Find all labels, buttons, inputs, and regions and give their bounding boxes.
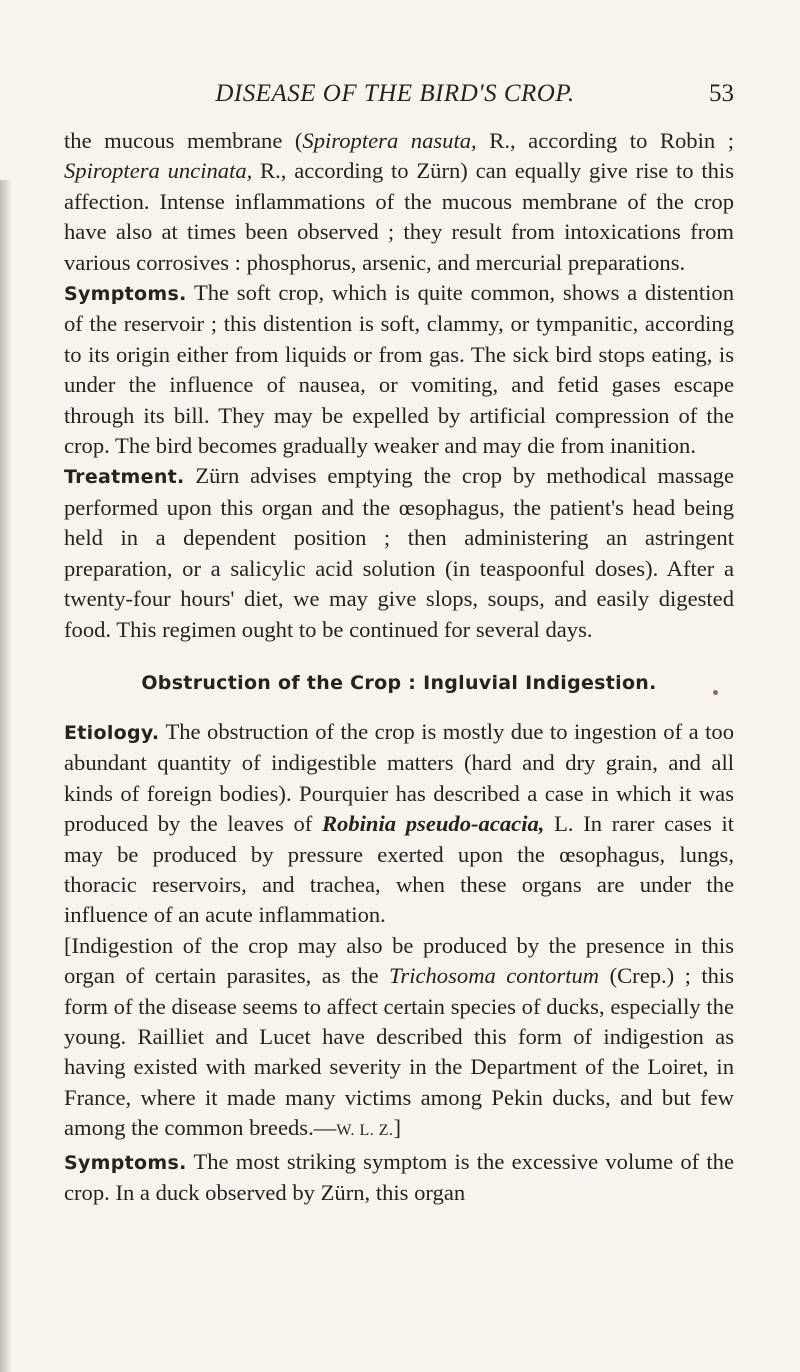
text-run: the mucous membrane ( <box>64 128 303 153</box>
paragraph-lead: Treatment. <box>64 466 185 489</box>
species-name: Spiroptera nasuta, <box>302 128 477 153</box>
editor-signature: W. L. Z. <box>336 1122 394 1140</box>
page-number: 53 <box>709 80 734 107</box>
paragraph-symptoms <box>64 278 734 461</box>
paragraph-lead: Symptoms. <box>64 283 187 306</box>
species-name: Trichosoma contortum <box>389 963 600 989</box>
paragraph-treatment <box>64 461 734 644</box>
running-title: DISEASE OF THE BIRD'S CROP. <box>215 80 575 107</box>
page-edge-shadow <box>0 180 12 1372</box>
text-run: R., according to Robin ; <box>476 128 734 153</box>
paragraph-symptoms-2 <box>64 1147 734 1209</box>
text-run: The soft crop, which is quite common, shows a distention of the reservoir ; this distention is soft, clammy, or tympanitic, according to its origin either from liquids or from gas. The sick bird stops eating, is under the influence of nausea, or vomiting, and fetid gases escape through its bill. They may be expelled by artificial compression of the crop. The bird becomes gradually weaker and may die from inanition. <box>64 280 734 459</box>
text-run: Zürn advises emptying the crop by methodical massage performed upon this organ and the œsophagus, the patient's head being held in a dependent position ; then administering an astringent preparation, or a salicylic acid solution (in teaspoonful doses). After a twenty-four hours' diet, we may give slops, soups, and easily digested food. This regimen ought to be continued for several days. <box>64 463 734 642</box>
species-name: Spiroptera uncinata, <box>64 158 253 184</box>
text-run: ] <box>393 1115 402 1141</box>
section-heading: Obstruction of the Crop : Ingluvial Indigestion. <box>141 671 657 694</box>
species-name: Robinia pseudo-acacia, <box>321 811 545 837</box>
text-run: L. In rarer cases it may be produced by pressure exerted upon the œsophagus, lungs, thoracic reservoirs, and trachea, when these organs are under the influence of an acute inflammation. <box>64 811 735 928</box>
paragraph-bracketed-note <box>64 931 734 1147</box>
text-run: R., according to Zürn) can equally give rise to this affection. Intense inflammations of the mucous membrane of the crop have also at times been observed ; they result from intoxications from various corrosives : phosphorus, arsenic, and mercurial preparations. <box>64 158 734 275</box>
text-run: [Indigestion of the crop may also be produced by the presence in this organ of certain parasites, as the <box>64 932 734 989</box>
paragraph-etiology <box>64 717 734 931</box>
text-run: The obstruction of the crop is mostly due to ingestion of a too abundant quantity of indigestible matters (hard and dry grain, and all kinds of foreign bodies). Pourquier has described a case in which it was produced by the leaves of <box>64 718 734 837</box>
paragraph-lead: Etiology. <box>64 721 160 744</box>
paragraph-continuation <box>64 126 734 278</box>
ink-speck <box>713 690 718 695</box>
text-run: The most striking symptom is the excessive volume of the crop. In a duck observed by Zürn, this organ <box>64 1148 734 1205</box>
running-head <box>0 80 800 114</box>
body-text <box>64 126 734 1208</box>
text-run: (Crep.) ; this form of the disease seems to affect certain species of ducks, especially the young. Railliet and Lucet have described this form of indigestion as having existed with marked severity in the Department of the Loiret, in France, where it made many victims among Pekin ducks, and but few among the common breeds.— <box>64 963 735 1141</box>
paragraph-lead: Symptoms. <box>64 1151 187 1174</box>
